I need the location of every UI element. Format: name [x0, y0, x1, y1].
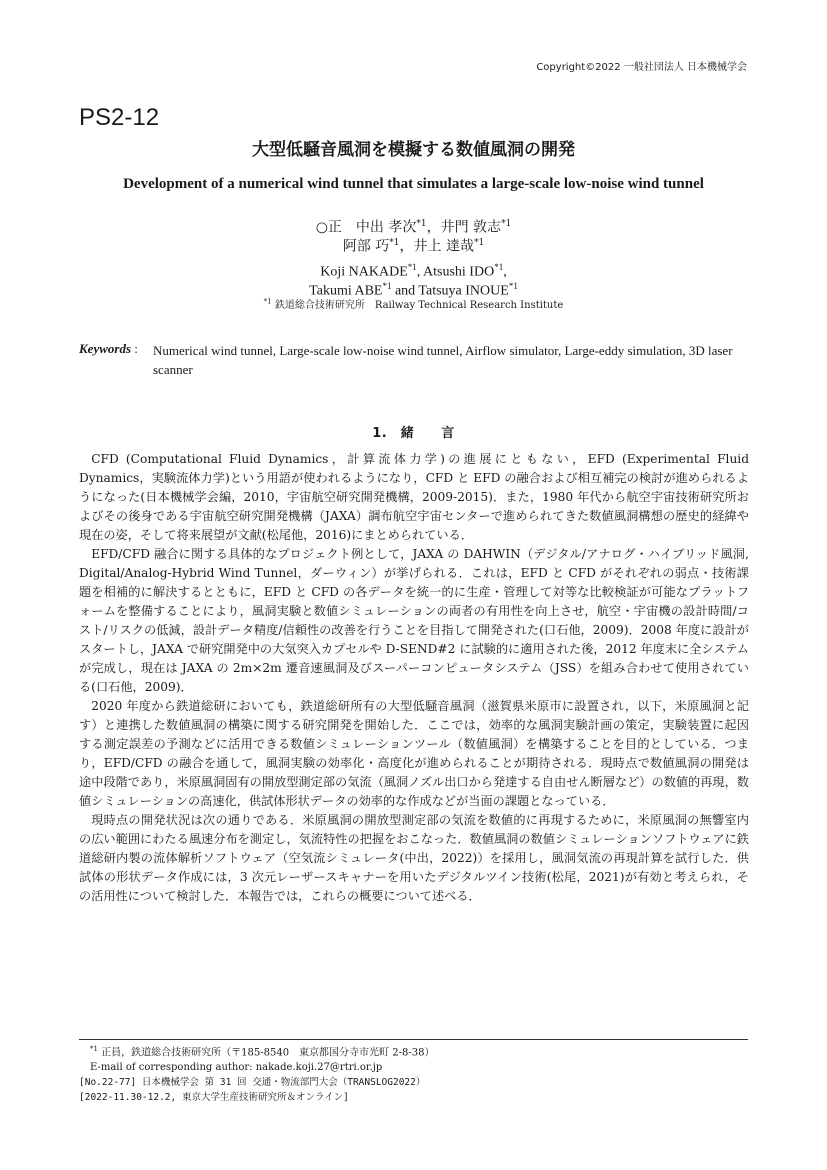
copyright-notice: Copyright©2022 一般社団法人 日本機械学会	[536, 62, 747, 73]
paragraph-3: 2020 年度から鉄道総研においても，鉄道総研所有の大型低騒音風洞（滋賀県米原市に設置され，以下，米原風洞と記す）と連携した数値風洞の構築に関する研究開発を開始した．ここでは，効率的な風洞実験計画の策定，実験装置に起因する測定誤差の予測などに活用できる数値シミュレーションツール（数値風洞）を構築することを目的としている．つまり，EFD/CFD の融合を通して，風洞実験の効率化・高度化が進められることが期待される．現時点で数値風洞の開発は途中段階であり，米原風洞固有の開放型測定部の気流（風洞ノズル出口から発達する自由せん断層など）の数値的再現，数値シミュレーションの高速化，供試体形状データの効率的な作成などが当面の課題となっている．	[79, 699, 749, 808]
title-english: Development of a numerical wind tunnel that simulates a large-scale low-noise wind tunnel	[123, 176, 704, 192]
authors-ja-line2: 阿部 巧$^{*1}$，井上 達哉$^{*1}$	[342, 238, 485, 255]
footnotes	[79, 1042, 748, 1105]
footnote-affiliation: $^{*1}$ 正員，鉄道総合技術研究所（〒185-8540 東京都国分寺市光町 2-8-38）	[90, 1045, 435, 1059]
authors-en-line1: Koji NAKADE$^{*1}$, Atsushi IDO$^{*1}$,	[320, 262, 507, 280]
conference-info: [No.22-77] 日本機械学会 第 31 回 交通・物流部門大会（TRANSLOG2022）	[79, 1077, 426, 1089]
footnote-email: E-mail of corresponding author: nakade.koji.27@rtri.or.jp	[90, 1062, 383, 1074]
authors-en-line2: Takumi ABE$^{*1}$ and Tatsuya INOUE$^{*1}$	[309, 281, 518, 299]
body-text	[79, 450, 749, 906]
keywords-label: Keywords :	[79, 341, 138, 356]
conference-dates: [2022-11.30-12.2, 東京大学生産技術研究所＆オンライン]	[79, 1092, 349, 1104]
section-heading: 1. 緒 言	[372, 426, 455, 441]
paragraph-4: 現時点の開発状況は次の通りである．米原風洞の開放型測定部の気流を数値的に再現するために，米原風洞の無響室内の広い範囲にわたる風速分布を測定し，気流特性の把握をおこなった．数値風洞の数値シミュレーションソフトウェアに鉄道総研内製の流体解析ソフトウェア（空気流シミュレータ(中出，2022)）を採用し，風洞気流の再現計算を試行した．供試体の形状データ作成には，3 次元レーザースキャナーを用いたデジタルツイン技術(松尾，2021)が有効と考えられ，その活用性について検討した．本報告では，これらの概要について述べる．	[79, 813, 749, 903]
paper-id: PS2-12	[79, 104, 160, 131]
paragraph-2: EFD/CFD 融合に関する具体的なプロジェクト例として，JAXA の DAHWIN（デジタル/アナログ・ハイブリッド風洞, Digital/Analog-Hybrid Wind Tunnel，ダーウィン）が挙げられる．これは，EFD と CFD がそれぞれの弱点・技術課題を相補的に解決するとともに，EFD と CFD の各データを統一的に生産・管理して対等な比較検証が可能なプラットフォームを整備することにより，風洞実験と数値シミュレーションの両者の有用性を向上させ，航空・宇宙機の設計時間/コスト/リスクの低減，設計データ精度/信頼性の改善を行うことを目指して開発された(口石他，2009)．2008 年度に設計がスタートし，JAXA で研究開発中の大気突入カプセルや D-SEND#2 に試験的に適用された後，2012 年度末に全システムが完成し，現在は JAXA の 2m×2m 遷音速風洞及びスーパーコンピュータシステム（JSS）を組み合わせて使用されている(口石他，2009)．	[79, 547, 749, 694]
keywords-text: Numerical wind tunnel, Large-scale low-noise wind tunnel, Airflow simulator, Large-eddy simulation, 3D laser scanner	[153, 343, 733, 377]
affiliation: $^{*1}$ 鉄道総合技術研究所 Railway Technical Research Institute	[263, 297, 564, 311]
paragraph-1: CFD (Computational Fluid Dynamics，計算流体力学)の進展にともない，EFD (Experimental Fluid Dynamics，実験流体力学)という用語が使われるようになり，CFD と EFD の融合および相互補完の検討が進められるようになった(日本機械学会編，2010，宇宙航空研究開発機構，2009-2015)．また，1980 年代から航空宇宙技術研究所およびその後身である宇宙航空研究開発機構（JAXA）調布航空宇宙センターで進められてきた数値風洞構想の歴史的経緯や現在の姿，そして将来展望が文献(松尾他，2016)にまとめられている．	[79, 452, 749, 542]
title-japanese: 大型低騒音風洞を模擬する数値風洞の開発	[252, 140, 575, 160]
footnote-divider	[79, 1039, 748, 1040]
authors-ja-line1: ○正 中出 孝次$^{*1}$，井門 敦志$^{*1}$	[315, 219, 512, 236]
